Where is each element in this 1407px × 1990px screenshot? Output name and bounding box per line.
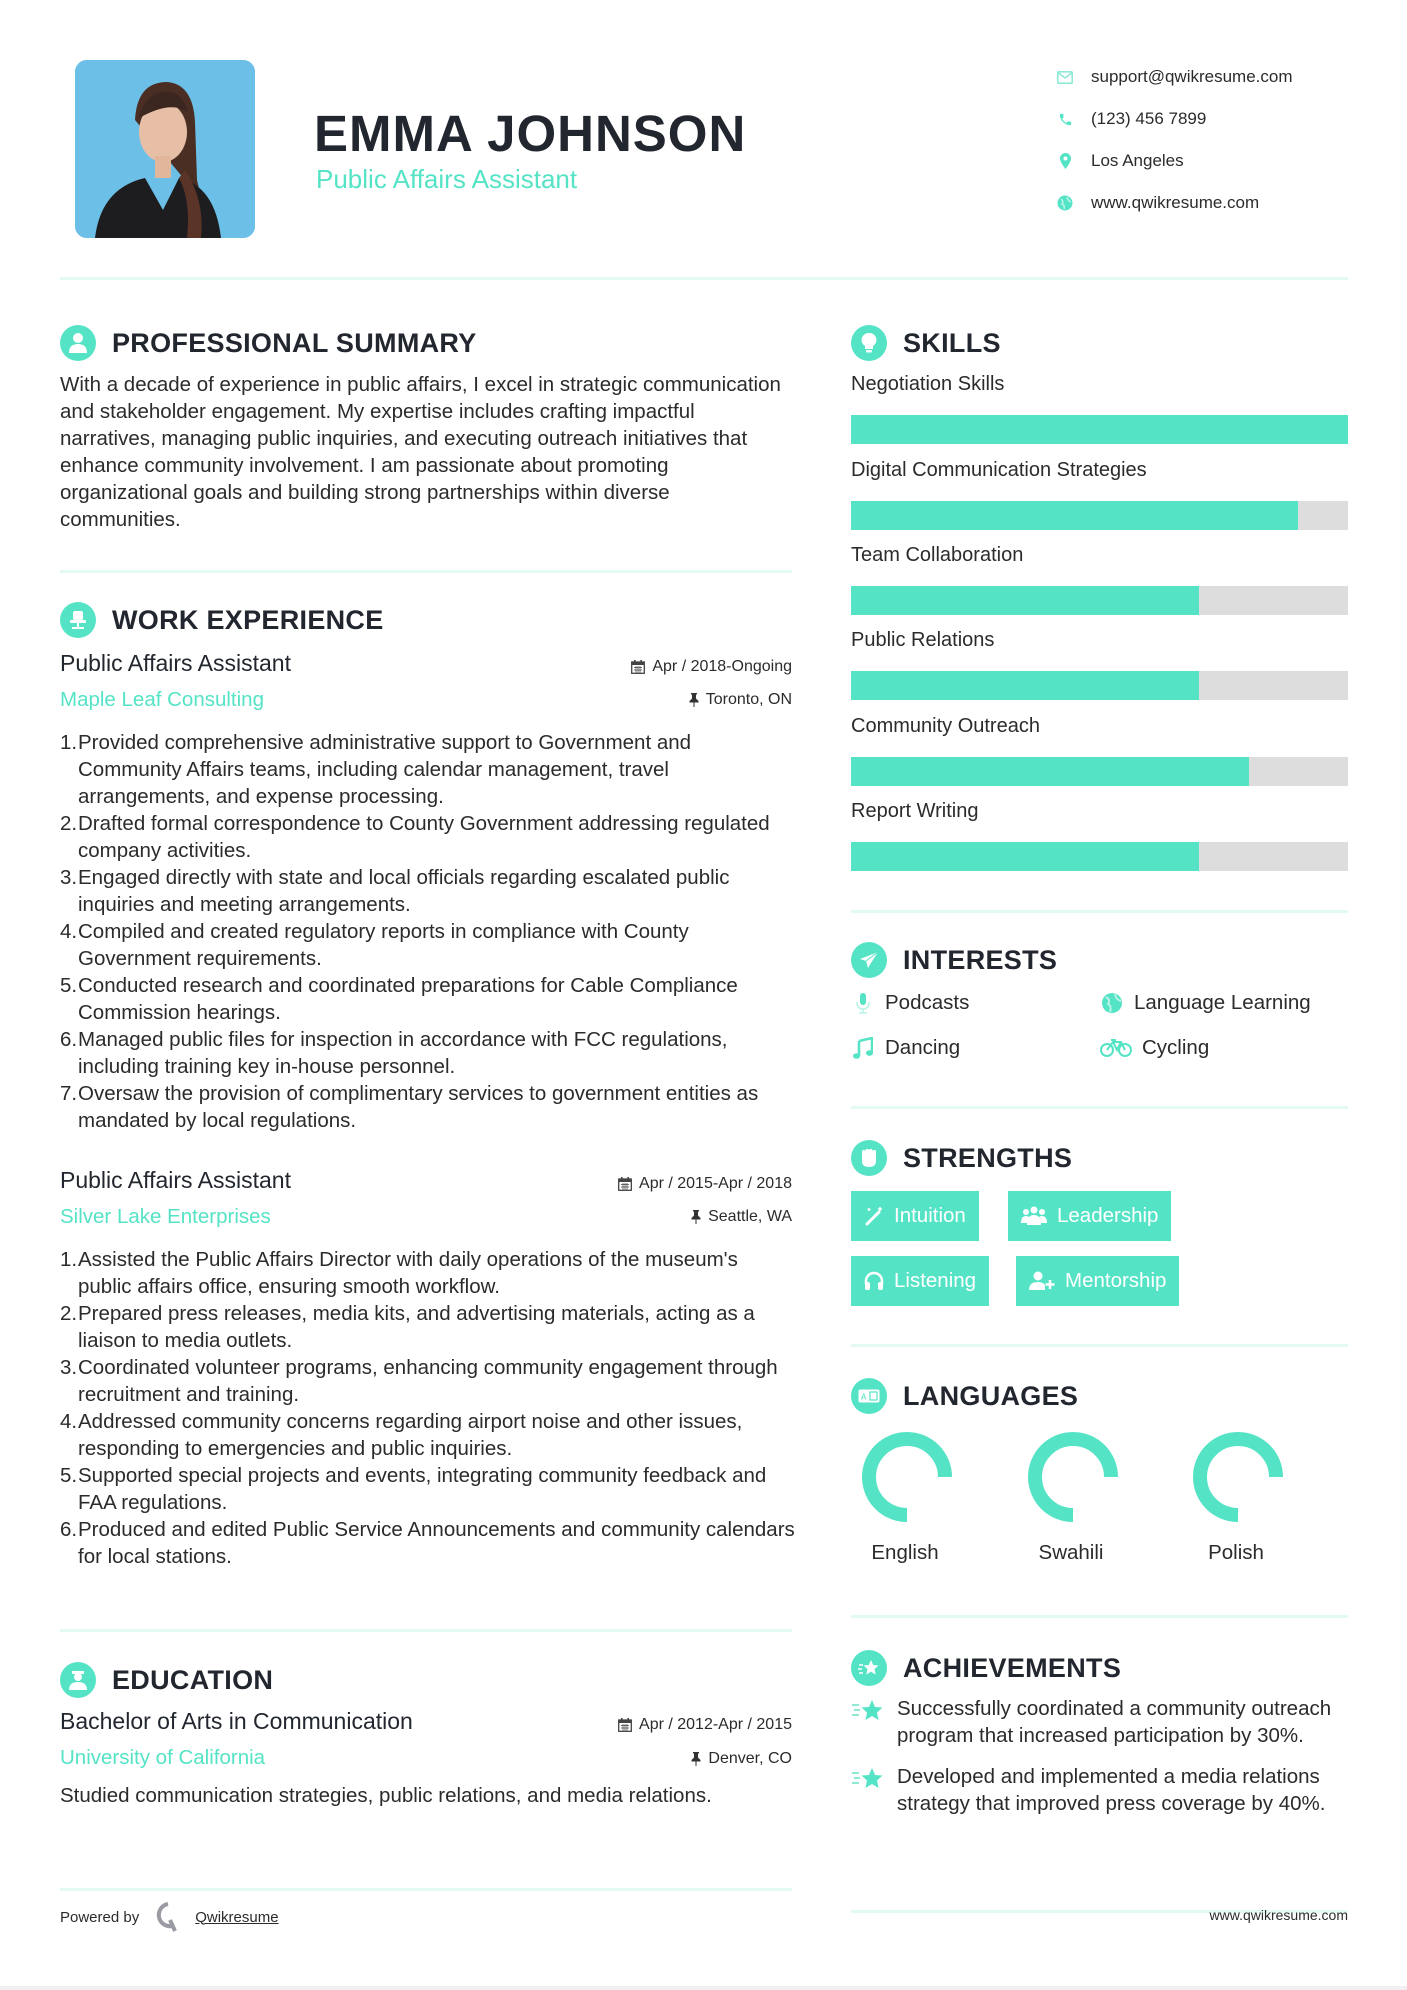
duty-item: 7. Oversaw the provision of complimentary services to government entities as mandated by local regulations.: [60, 1082, 759, 1132]
strengths-header: [851, 1138, 1072, 1178]
language-progress-ring: [850, 1432, 960, 1522]
strength-label: Intuition: [894, 1204, 966, 1227]
duty-item: 6. Managed public files for inspection in accordance with FCC regulations, including training key in-house personnel.: [60, 1028, 728, 1078]
profile-photo: [75, 60, 255, 238]
raised-fist-icon: [851, 1140, 887, 1176]
interest-label: Cycling: [1142, 1036, 1210, 1059]
skill-item: [851, 540, 1348, 625]
phone-text: (123) 456 7899: [1091, 109, 1207, 128]
strength-tag: [1008, 1191, 1171, 1241]
achievement-item: [851, 1763, 1348, 1817]
skill-bar: [851, 586, 1348, 615]
company-name: Maple Leaf Consulting: [60, 688, 264, 711]
work-header: [60, 600, 384, 640]
skills-title: SKILLS: [903, 327, 1001, 358]
job-dates-text: Apr / 2018-Ongoing: [652, 658, 792, 675]
strength-tag: [1016, 1256, 1179, 1306]
job-location-text: Seattle, WA: [708, 1208, 792, 1225]
website-text: www.qwikresume.com: [1091, 193, 1260, 212]
powered-by-text: Powered by: [60, 1908, 140, 1926]
interest-label: Language Learning: [1134, 991, 1311, 1014]
company-name: Silver Lake Enterprises: [60, 1205, 271, 1228]
education-dates-text: Apr / 2012-Apr / 2015: [639, 1716, 792, 1733]
job-location-text: Toronto, ON: [705, 691, 792, 708]
skill-item: [851, 796, 1348, 881]
strength-tag: [851, 1191, 979, 1241]
svg-text:A: A: [861, 1392, 867, 1402]
skills-list: [851, 369, 1348, 881]
work-title: WORK EXPERIENCE: [112, 604, 384, 635]
languages-title: LANGUAGES: [903, 1380, 1079, 1411]
skill-label: Digital Communication Strategies: [851, 459, 1147, 481]
duty-item: 2. Prepared press releases, media kits, and advertising materials, acting as a liaison to media outlets.: [60, 1302, 755, 1352]
skill-bar: [851, 501, 1348, 530]
language-item: [1016, 1432, 1126, 1565]
qwikresume-logo-icon: [155, 1902, 181, 1932]
language-progress-ring: [1016, 1432, 1126, 1522]
skill-label: Report Writing: [851, 800, 979, 822]
duty-item: 1. Assisted the Public Affairs Director with daily operations of the museum's public affairs office, ensuring smooth workflow.: [60, 1248, 738, 1298]
education-location-text: Denver, CO: [708, 1750, 792, 1767]
language-label: Polish: [1208, 1541, 1264, 1564]
duty-item: 4. Compiled and created regulatory reports in compliance with County Government requirements.: [60, 920, 689, 970]
music-note-icon: [851, 1037, 875, 1059]
language-label: English: [871, 1541, 939, 1564]
headphones-icon: [864, 1271, 884, 1291]
calendar-icon: [631, 660, 645, 674]
bicycle-icon: [1100, 1039, 1132, 1057]
interest-label: Podcasts: [885, 991, 970, 1014]
skills-header: [851, 323, 1001, 363]
paper-plane-icon: [851, 942, 887, 978]
strength-tag: [851, 1256, 989, 1306]
duty-item: 4. Addressed community concerns regarding airport noise and other issues, responding to emergencies and public inquiries.: [60, 1410, 743, 1460]
duties-list: [60, 1246, 795, 1570]
email-text: support@qwikresume.com: [1091, 67, 1293, 86]
contact-list: [1055, 56, 1385, 224]
envelope-icon: [1055, 67, 1075, 87]
language-item: [850, 1432, 960, 1565]
skill-bar: [851, 842, 1348, 871]
candidate-name: EMMA JOHNSON: [314, 105, 747, 162]
users-icon: [1021, 1206, 1047, 1226]
calendar-icon: [618, 1718, 632, 1732]
powered-by: [60, 1902, 279, 1932]
interests-divider: [851, 1106, 1348, 1109]
language-item: [1181, 1432, 1291, 1565]
interest-item: [1100, 988, 1311, 1018]
interest-item: [851, 1033, 960, 1063]
skill-item: [851, 455, 1348, 540]
translate-icon: [851, 1378, 887, 1414]
contact-location: [1055, 140, 1385, 182]
summary-text: With a decade of experience in public affairs, I excel in strategic communication and stakeholder engagement. My expertise includes crafting impactful narratives, managing public inquiries, and executing outreach initiatives that enhance community involvement. I am passionate about promoting organizational goals and building strong partnerships within diverse communities.: [60, 373, 781, 531]
education-dates: [560, 1716, 792, 1734]
skill-bar-fill: [851, 501, 1298, 530]
interest-item: [1100, 1033, 1209, 1063]
strengths-title: STRENGTHS: [903, 1142, 1073, 1173]
job-location: [560, 691, 792, 709]
calendar-icon: [618, 1177, 632, 1191]
duty-item: 3. Engaged directly with state and local officials regarding escalated public inquiries and meeting arrangements.: [60, 866, 730, 916]
achievement-text: Successfully coordinated a community outreach program that increased participation by 30%.: [897, 1697, 1332, 1747]
school-name: University of California: [60, 1746, 266, 1769]
skill-item: [851, 711, 1348, 796]
degree-title: Bachelor of Arts in Communication: [60, 1708, 413, 1734]
job-dates: [560, 1175, 792, 1193]
office-chair-icon: [60, 602, 96, 638]
duties-list: [60, 729, 795, 1134]
skill-bar: [851, 671, 1348, 700]
duty-item: 1. Provided comprehensive administrative support to Government and Community Affairs teams, including calendar management, travel arrangements, and expense processing.: [60, 731, 692, 808]
user-plus-icon: [1029, 1271, 1055, 1291]
achievements-list: [851, 1695, 1348, 1817]
phone-icon: [1055, 109, 1075, 129]
summary-divider: [60, 570, 792, 573]
contact-email[interactable]: [1055, 56, 1385, 98]
achievement-item: [851, 1695, 1348, 1749]
graduate-icon: [60, 1662, 96, 1698]
education-header: [60, 1660, 273, 1700]
skill-bar-fill: [851, 586, 1199, 615]
pushpin-icon: [689, 693, 699, 707]
magic-wand-icon: [864, 1206, 884, 1226]
globe-icon: [1100, 992, 1124, 1014]
header-divider: [60, 277, 1348, 280]
footer-divider-left: [60, 1888, 792, 1891]
education-location: [560, 1750, 792, 1768]
lightbulb-icon: [851, 325, 887, 361]
candidate-title: Public Affairs Assistant: [316, 164, 578, 194]
strength-label: Leadership: [1057, 1204, 1159, 1227]
page-bottom-edge: [0, 1986, 1407, 1990]
map-pin-icon: [1055, 151, 1075, 171]
job-location: [560, 1208, 792, 1226]
skill-bar-fill: [851, 415, 1348, 444]
skill-label: Public Relations: [851, 629, 995, 651]
summary-header: [60, 323, 477, 363]
languages-header: [851, 1376, 1078, 1416]
contact-phone[interactable]: [1055, 98, 1385, 140]
skill-bar: [851, 757, 1348, 786]
work-divider: [60, 1629, 792, 1632]
globe-icon: [1055, 193, 1075, 213]
pushpin-icon: [691, 1752, 701, 1766]
language-progress-ring: [1181, 1432, 1291, 1522]
skill-item: [851, 369, 1348, 455]
education-description: Studied communication strategies, public relations, and media relations.: [60, 1784, 712, 1807]
duty-item: 5. Conducted research and coordinated preparations for Cable Compliance Commission hearings.: [60, 974, 738, 1024]
duty-item: 6. Produced and edited Public Service Announcements and community calendars for local stations.: [60, 1518, 795, 1568]
skill-bar: [851, 415, 1348, 444]
job-dates: [560, 658, 792, 676]
duty-item: 3. Coordinated volunteer programs, enhancing community engagement through recruitment and training.: [60, 1356, 778, 1406]
summary-title: PROFESSIONAL SUMMARY: [112, 327, 477, 358]
education-title: EDUCATION: [112, 1664, 274, 1695]
shooting-star-icon: [851, 1650, 887, 1686]
footer-website[interactable]: www.qwikresume.com: [1209, 1907, 1348, 1923]
skills-divider: [851, 910, 1348, 913]
skill-label: Community Outreach: [851, 715, 1040, 737]
strength-label: Listening: [894, 1269, 977, 1292]
skill-bar-fill: [851, 671, 1199, 700]
languages-divider: [851, 1615, 1348, 1618]
achievement-text: Developed and implemented a media relations strategy that improved press coverage by 40%.: [897, 1765, 1326, 1815]
job-title: Public Affairs Assistant: [60, 1167, 291, 1193]
microphone-icon: [851, 992, 875, 1014]
skill-item: [851, 625, 1348, 711]
person-portrait-icon: [75, 60, 255, 238]
location-text: Los Angeles: [1091, 151, 1184, 170]
strengths-divider: [851, 1344, 1348, 1347]
duty-item: 2. Drafted formal correspondence to County Government addressing regulated company activities.: [60, 812, 770, 862]
interest-item: [851, 988, 969, 1018]
skill-label: Negotiation Skills: [851, 373, 1005, 395]
skill-bar-fill: [851, 757, 1249, 786]
qwikresume-link[interactable]: Qwikresume: [195, 1908, 279, 1926]
skill-bar-fill: [851, 842, 1199, 871]
shooting-star-icon: [851, 1765, 885, 1796]
shooting-star-icon: [851, 1697, 885, 1728]
language-label: Swahili: [1038, 1541, 1104, 1564]
duty-item: 5. Supported special projects and events, integrating community feedback and FAA regulations.: [60, 1464, 767, 1514]
user-icon: [60, 325, 96, 361]
interest-label: Dancing: [885, 1036, 961, 1059]
skill-label: Team Collaboration: [851, 544, 1024, 566]
achievements-header: [851, 1648, 1121, 1688]
interests-header: [851, 940, 1057, 980]
job-dates-text: Apr / 2015-Apr / 2018: [639, 1175, 792, 1192]
achievements-title: ACHIEVEMENTS: [903, 1652, 1122, 1683]
interests-title: INTERESTS: [903, 944, 1058, 975]
strength-label: Mentorship: [1065, 1269, 1167, 1292]
contact-website[interactable]: [1055, 182, 1385, 224]
job-title: Public Affairs Assistant: [60, 650, 291, 676]
pushpin-icon: [691, 1210, 701, 1224]
